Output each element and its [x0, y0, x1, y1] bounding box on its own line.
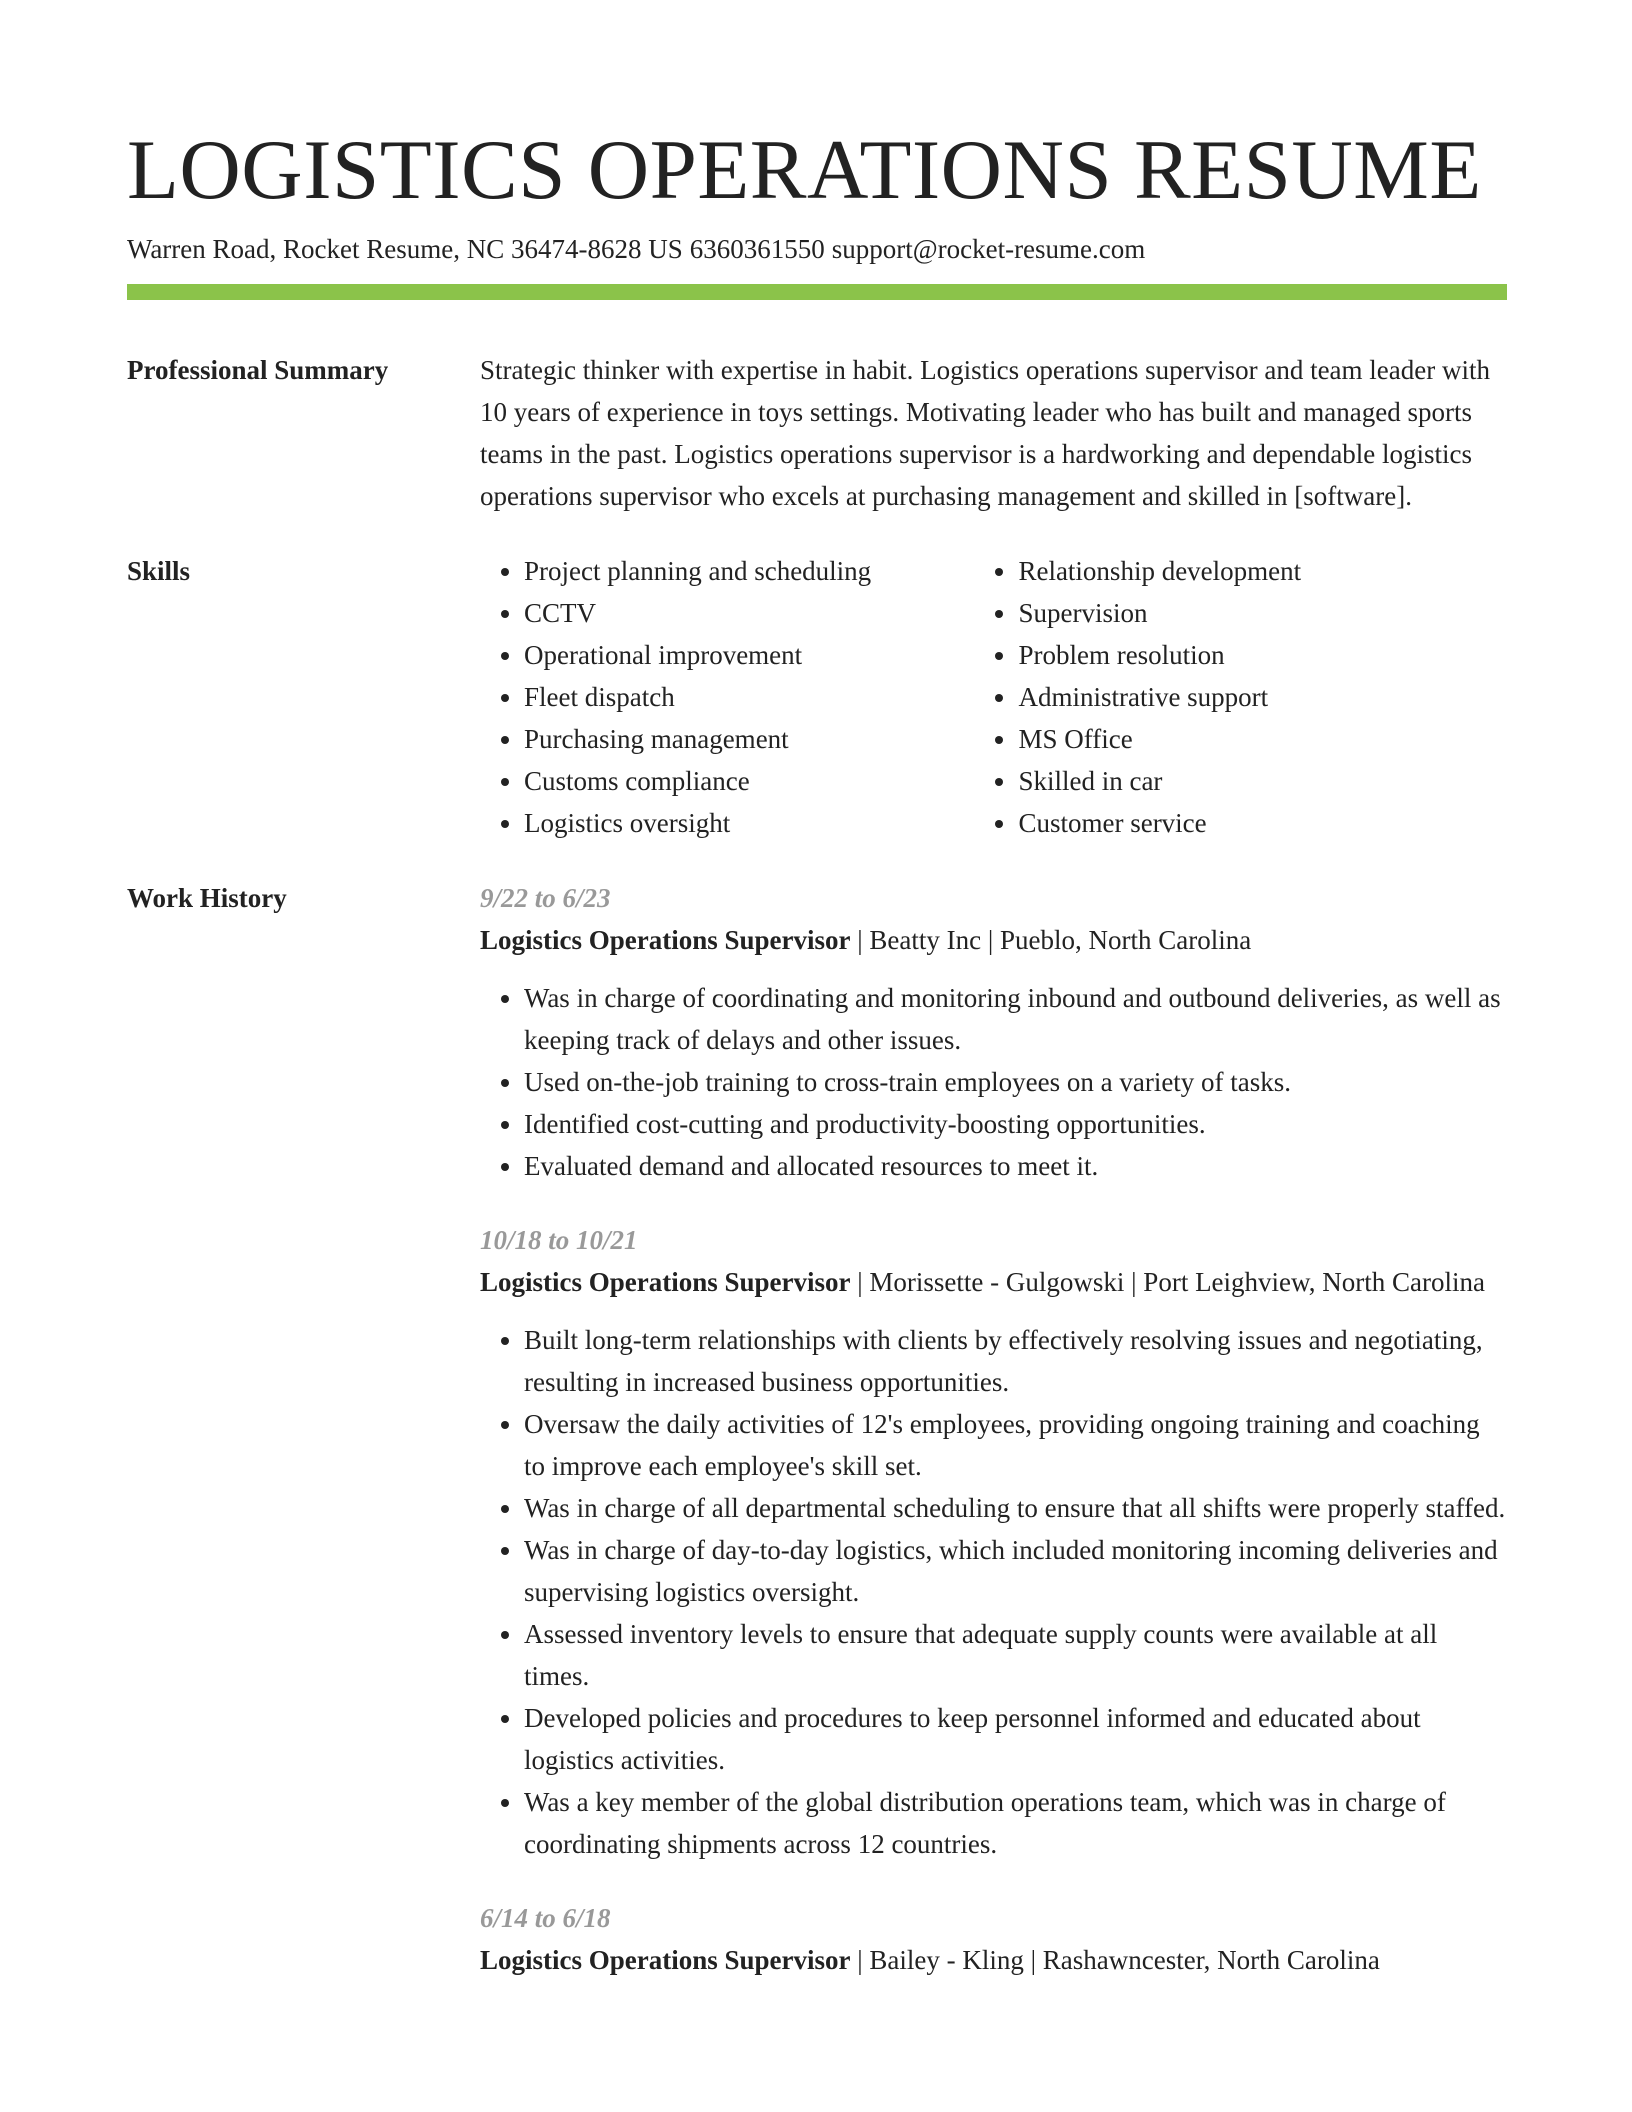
skills-section [127, 550, 1507, 844]
skill-item: • Purchasing management [524, 718, 974, 760]
job-title: Logistics Operations Supervisor [480, 1267, 851, 1297]
job-bullet: • Assessed inventory levels to ensure that adequate supply counts were available at all times. [524, 1613, 1507, 1697]
work-history-heading: Work History [127, 883, 287, 913]
job-bullets [480, 977, 1507, 1187]
job-heading [480, 919, 1507, 961]
skills-list-1 [480, 550, 974, 844]
skill-item: • Customer service [1018, 802, 1507, 844]
summary-section [127, 349, 1507, 517]
job-bullets [480, 1319, 1507, 1865]
work-history-section [127, 877, 1507, 1981]
job-bullet: • Oversaw the daily activities of 12's employees, providing ongoing training and coaching to improve each employee's skill set. [524, 1403, 1507, 1487]
skill-item: • Customs compliance [524, 760, 974, 802]
skill-item: • Skilled in car [1018, 760, 1507, 802]
skill-item: • Logistics oversight [524, 802, 974, 844]
summary-text: Strategic thinker with expertise in habit. Logistics operations supervisor and team leader with 10 years of experience in toys settings. Motivating leader who has built and managed sports teams in the past. Logistics operations supervisor is a hardworking and dependable logistics operations supervisor who excels at purchasing management and skilled in [software]. [480, 355, 1490, 511]
skills-heading: Skills [127, 556, 191, 586]
resume-page [127, 0, 1507, 1981]
job-bullet: • Used on-the-job training to cross-train employees on a variety of tasks. [524, 1061, 1507, 1103]
job-bullet: • Was in charge of coordinating and monitoring inbound and outbound deliveries, as well as keeping track of delays and other issues. [524, 977, 1507, 1061]
contact-phone: 6360361550 [689, 234, 825, 264]
job-details: | Beatty Inc | Pueblo, North Carolina [850, 925, 1252, 955]
skill-item: • Administrative support [1018, 676, 1507, 718]
job-entry [480, 877, 1507, 1187]
skill-item: • Operational improvement [524, 634, 974, 676]
job-details: | Bailey - Kling | Rashawncester, North Carolina [850, 1945, 1380, 1975]
job-bullet: • Built long-term relationships with clients by effectively resolving issues and negotiating, resulting in increased business opportunities. [524, 1319, 1507, 1403]
job-details: | Morissette - Gulgowski | Port Leighview, North Carolina [850, 1267, 1485, 1297]
job-bullet: • Was in charge of all departmental scheduling to ensure that all shifts were properly staffed. [524, 1487, 1507, 1529]
skills-columns [480, 550, 1507, 844]
contact-email: support@rocket-resume.com [831, 234, 1146, 264]
job-entry [480, 1897, 1507, 1981]
contact-line [127, 232, 1507, 266]
job-dates: 6/14 to 6/18 [480, 1903, 611, 1933]
job-bullet: • Developed policies and procedures to keep personnel informed and educated about logistics activities. [524, 1697, 1507, 1781]
job-heading [480, 1939, 1507, 1981]
job-heading [480, 1261, 1507, 1303]
job-title: Logistics Operations Supervisor [480, 925, 851, 955]
skills-list-2 [974, 550, 1507, 844]
skill-item: • Relationship development [1018, 550, 1507, 592]
skill-item: • CCTV [524, 592, 974, 634]
summary-body [480, 349, 1507, 517]
work-history-body [480, 877, 1507, 1981]
job-dates: 9/22 to 6/23 [480, 883, 611, 913]
job-bullet: • Was a key member of the global distribution operations team, which was in charge of coordinating shipments across 12 countries. [524, 1781, 1507, 1865]
skill-item: • Supervision [1018, 592, 1507, 634]
job-bullet: • Was in charge of day-to-day logistics, which included monitoring incoming deliveries and supervising logistics oversight. [524, 1529, 1507, 1613]
job-entry [480, 1219, 1507, 1865]
job-dates: 10/18 to 10/21 [480, 1225, 638, 1255]
job-title: Logistics Operations Supervisor [480, 1945, 851, 1975]
accent-divider [127, 284, 1507, 300]
job-bullet: • Evaluated demand and allocated resources to meet it. [524, 1145, 1507, 1187]
resume-title: LOGISTICS OPERATIONS RESUME [127, 123, 1482, 217]
job-bullet: • Identified cost-cutting and productivity-boosting opportunities. [524, 1103, 1507, 1145]
skill-item: • Project planning and scheduling [524, 550, 974, 592]
skill-item: • Fleet dispatch [524, 676, 974, 718]
skill-item: • MS Office [1018, 718, 1507, 760]
contact-address: Warren Road, Rocket Resume, NC 36474-8628 US [127, 234, 683, 264]
summary-heading: Professional Summary [127, 355, 389, 385]
skills-body [480, 550, 1507, 844]
skill-item: • Problem resolution [1018, 634, 1507, 676]
